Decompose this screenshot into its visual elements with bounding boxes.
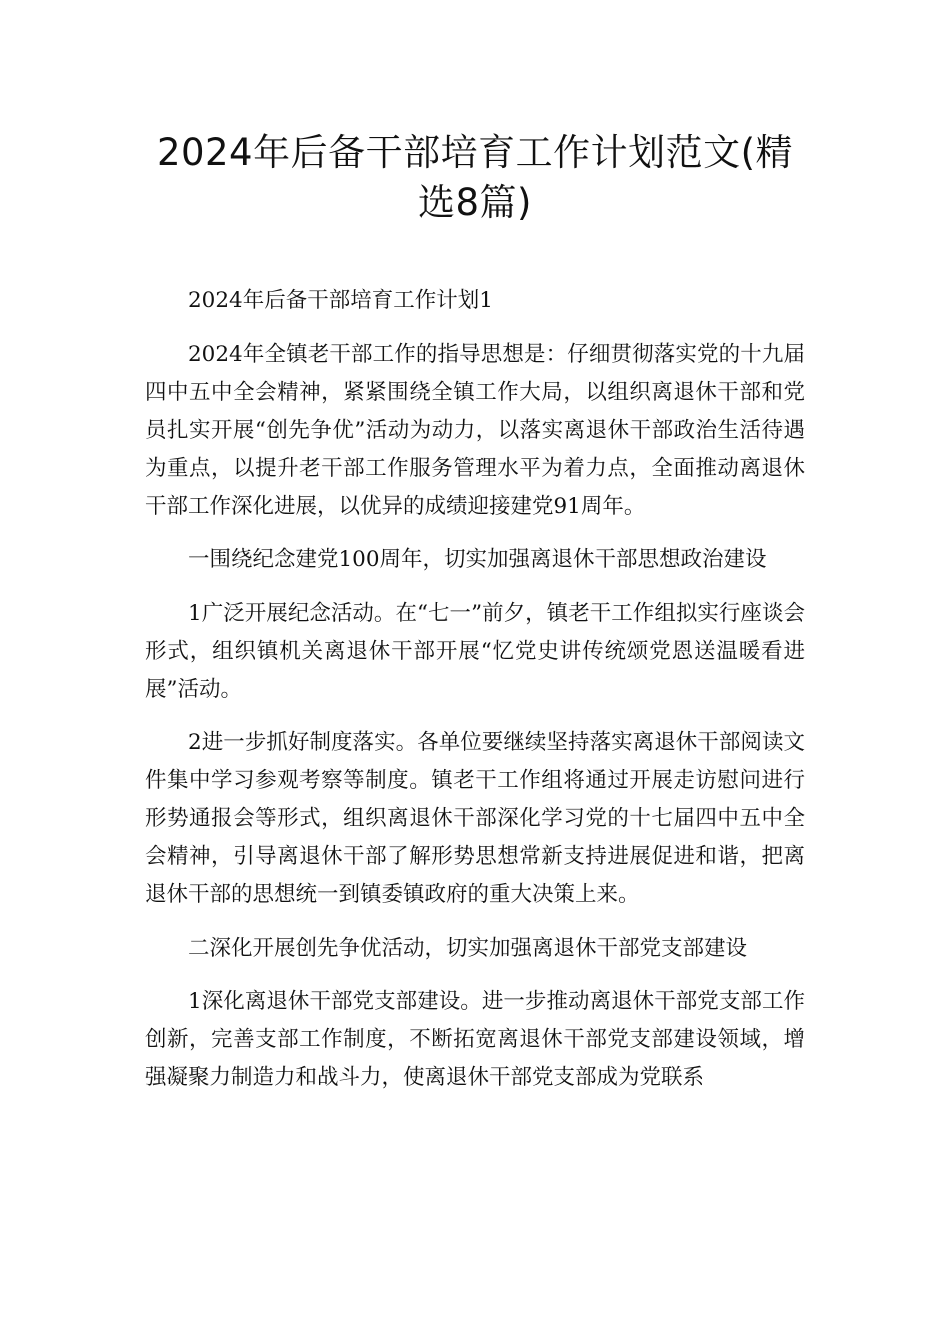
section-heading: 2024年后备干部培育工作计划1 (188, 288, 493, 313)
paragraph: 1广泛开展纪念活动。在“七一”前夕，镇老干工作组拟实行座谈会形式，组织镇机关离退休干部开展“忆党史讲传统颂党恩送温暖看进展”活动。 (145, 600, 805, 702)
paragraph: 1深化离退休干部党支部建设。进一步推动离退休干部党支部工作创新，完善支部工作制度，不断拓宽离退休干部党支部建设领域，增强凝聚力制造力和战斗力，使离退休干部党支部成为党联系 (145, 989, 805, 1090)
section-heading: 二深化开展创先争优活动，切实加强离退休干部党支部建设 (188, 935, 748, 961)
section-heading: 一围绕纪念建党100周年，切实加强离退休干部思想政治建设 (188, 547, 767, 572)
paragraph: 2进一步抓好制度落实。各单位要继续坚持落实离退休干部阅读文件集中学习参观考察等制度。镇老干工作组将通过开展走访慰问进行形势通报会等形式，组织离退休干部深化学习党的十七届四中五中全会精神，引导离退休干部了解形势思想常新支持进展促进和谐，把离退休干部的思想统一到镇委镇政府的重大决策上来。 (145, 730, 805, 907)
title-line-2: 选8篇) (418, 181, 532, 224)
title-line-1: 2024年后备干部培育工作计划范文(精 (156, 131, 794, 174)
document-body (145, 282, 805, 1113)
document-title (120, 128, 830, 228)
paragraph: 2024年全镇老干部工作的指导思想是：仔细贯彻落实党的十九届四中五中全会精神，紧紧围绕全镇工作大局，以组织离退休干部和党员扎实开展“创先争优”活动为动力，以落实离退休干部政治生活待遇为重点，以提升老干部工作服务管理水平为着力点，全面推动离退休干部工作深化进展，以优异的成绩迎接建党91周年。 (145, 341, 805, 519)
